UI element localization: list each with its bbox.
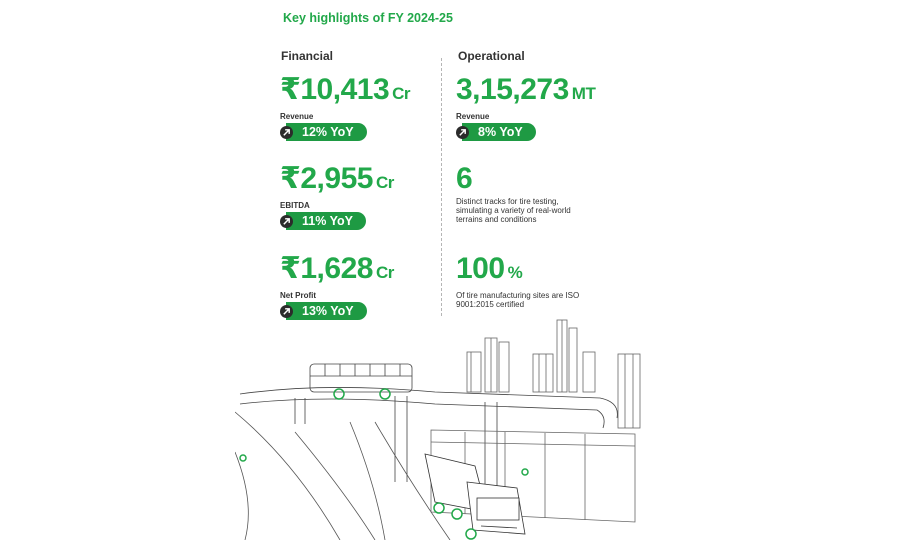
metric-label: Net Profit	[280, 291, 316, 300]
operational-iso-metric	[456, 254, 586, 309]
bus-icon	[310, 364, 412, 399]
metric-value: ₹10,413	[280, 73, 390, 106]
trend-up-arrow-icon	[280, 305, 293, 318]
yoy-value: 13% YoY	[286, 302, 367, 320]
metric-unit: Cr	[392, 84, 411, 103]
metric-value: ₹1,628	[280, 252, 373, 285]
column-divider	[441, 58, 442, 316]
metric-description: Of tire manufacturing sites are ISO 9001:2015 certified	[456, 291, 580, 309]
yoy-value: 11% YoY	[286, 212, 366, 230]
metric-unit: MT	[571, 84, 596, 103]
yoy-value: 12% YoY	[286, 123, 367, 141]
metric-label: Revenue	[280, 112, 314, 121]
metric-value: 100	[456, 252, 505, 285]
financial-ebitda-metric	[280, 164, 394, 230]
highway-illustration	[235, 312, 660, 540]
yoy-badge	[456, 123, 595, 141]
trend-up-arrow-icon	[280, 215, 293, 228]
metric-description: Distinct tracks for tire testing, simulating a variety of real-world terrains and conditions	[456, 197, 571, 224]
operational-tracks-metric	[456, 164, 586, 224]
yoy-value: 8% YoY	[462, 123, 536, 141]
metric-label: Revenue	[456, 112, 490, 121]
metric-unit: Cr	[375, 263, 394, 282]
financial-heading: Financial	[281, 49, 334, 63]
flyover-bridge	[240, 387, 617, 492]
yoy-badge	[280, 123, 410, 141]
financial-net-profit-metric	[280, 254, 394, 320]
trend-up-arrow-icon	[280, 126, 293, 139]
operational-heading: Operational	[458, 49, 525, 63]
metric-value: 3,15,273	[456, 73, 569, 106]
yoy-badge	[280, 212, 394, 230]
metric-value: 6	[456, 162, 473, 195]
highway-road	[235, 412, 450, 540]
page-title: Key highlights of FY 2024-25	[283, 11, 453, 25]
metric-unit: %	[507, 263, 523, 282]
metric-unit: Cr	[375, 173, 394, 192]
city-skyline	[467, 320, 640, 428]
financial-revenue-metric	[280, 75, 410, 141]
trend-up-arrow-icon	[456, 126, 469, 139]
operational-volume-metric	[456, 75, 595, 141]
metric-label: EBITDA	[280, 201, 310, 210]
metric-value: ₹2,955	[280, 162, 373, 195]
